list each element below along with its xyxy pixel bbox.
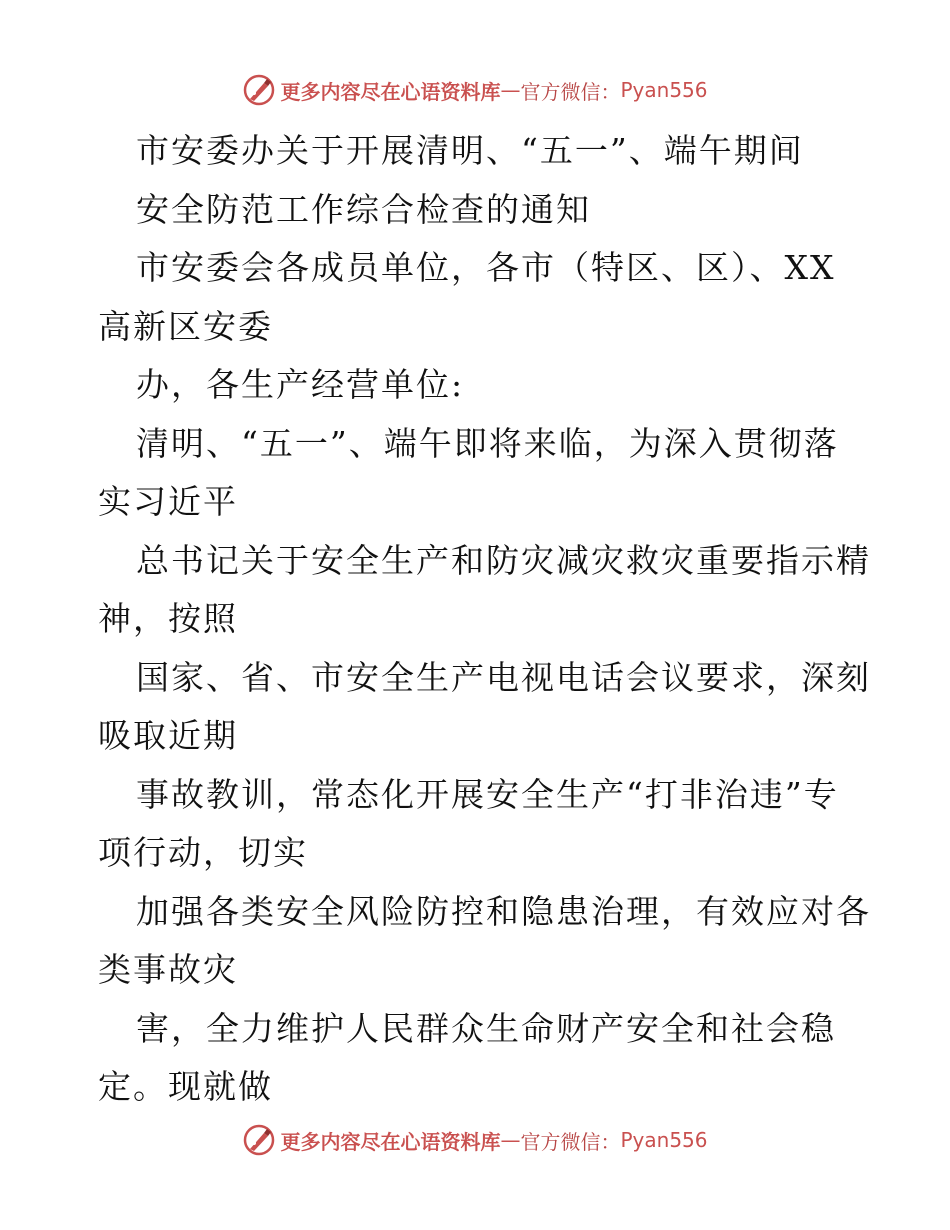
watermark-main-text: 更多内容尽在心语资料库 [280,1129,501,1154]
text-line: 总书记关于安全生产和防灾减灾救灾重要指示精 [136,540,871,580]
text-line: 市安委会各成员单位，各市（特区、区）、XX [136,248,836,287]
text-line: 办，各生产经营单位: [136,365,465,404]
watermark-official-label: 官方微信： [520,79,621,104]
text-line: 吸取近期 [98,716,238,755]
text-line: 项行动，切实 [98,833,308,872]
document-body [98,122,878,1117]
text-line: 安全防范工作综合检查的通知 [136,189,591,229]
text-line: 定。现就做 [98,1067,273,1106]
text-line: 清明、“五一”、端午即将来临，为深入贯彻落 [136,423,839,463]
watermark-official-label: 官方微信： [520,1129,621,1154]
watermark-wechat-id: Pyan556 [620,1128,708,1152]
watermark-main-text: 更多内容尽在心语资料库 [280,79,501,104]
pen-seal-icon [242,1123,276,1157]
text-line: 神，按照 [98,599,238,638]
pen-seal-icon [242,73,276,107]
text-line: 市安委办关于开展清明、“五一”、端午期间 [136,131,804,170]
text-line: 害，全力维护人民群众生命财产安全和社会稳 [136,1008,836,1048]
text-line: 高新区安委 [98,306,273,346]
text-line: 实习近平 [98,482,238,521]
watermark-dash: — [500,78,521,102]
header-watermark [0,70,950,110]
watermark-wechat-id: Pyan556 [620,78,708,102]
watermark-dash: — [500,1128,521,1152]
text-line: 类事故灾 [98,950,238,989]
text-line: 事故教训，常态化开展安全生产“打非治违”专 [136,774,839,814]
text-line: 国家、省、市安全生产电视电话会议要求，深刻 [136,657,871,697]
text-line: 加强各类安全风险防控和隐患治理，有效应对各 [136,891,871,931]
footer-watermark [0,1120,950,1160]
